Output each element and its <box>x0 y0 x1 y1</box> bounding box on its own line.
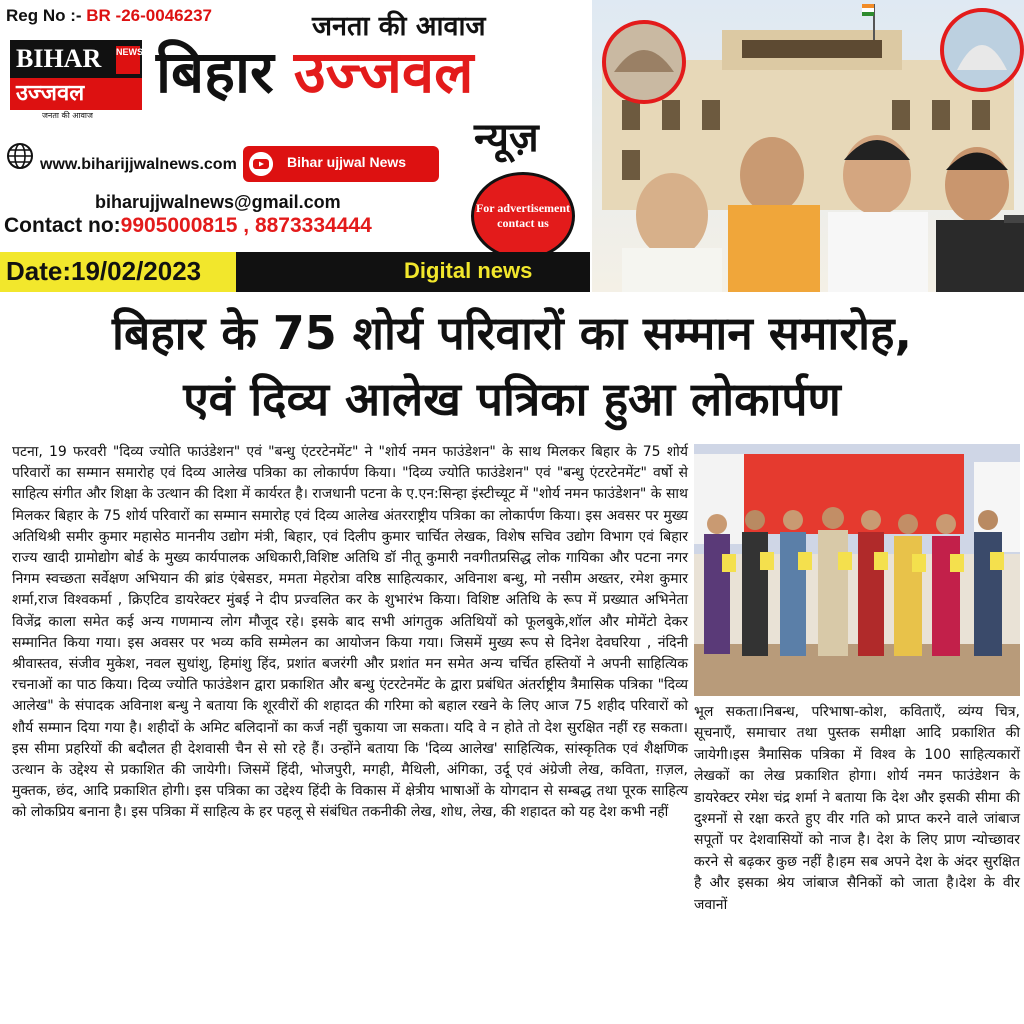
event-photo <box>694 444 1020 696</box>
tagline: जनता की आवाज <box>312 11 486 42</box>
masthead <box>0 0 1024 292</box>
article-headline <box>0 300 1024 432</box>
publication-title: बिहार उज्जवल <box>156 38 474 106</box>
brand-logo: BIHAR NEWS उज्जवल जनता की आवाज <box>10 40 142 118</box>
email-address[interactable]: biharujjwalnews@gmail.com <box>95 192 341 212</box>
headline-line-2: एवं दिव्य आलेख पत्रिका हुआ लोकार्पण <box>183 372 841 426</box>
youtube-icon <box>249 152 273 176</box>
publication-title-news: न्यूज़ <box>474 115 539 161</box>
contact-numbers: Contact no:9905000815 , 8873334444 <box>4 214 372 237</box>
digital-news-label: Digital news <box>404 258 533 283</box>
issue-date: Date:19/02/2023 <box>6 256 202 286</box>
youtube-channel-badge[interactable] <box>243 146 439 182</box>
website-link[interactable]: www.biharijjwalnews.com <box>40 156 237 173</box>
globe-icon <box>6 142 34 170</box>
header-photo-politicians <box>592 0 1024 292</box>
headline-line-1: बिहार के 75 शोर्य परिवारों का सम्मान समारोह, <box>112 306 912 360</box>
youtube-channel-label: Bihar ujjwal News <box>287 154 407 170</box>
registration-number: Reg No :- BR -26-0046237 <box>6 6 212 25</box>
advertisement-badge: For advertisement contact us <box>471 172 575 260</box>
article-body-right: भूल सकता।निबन्ध, परिभाषा-कोश, कविताएँ, व्यंग्य चित्र, सूचनाएँ, समाचार तथा पुस्तक समीक्षा आदि प्रकाशित की जायेगी।इस त्रैमासिक पत्रिका में विश्व के 100 साहित्यकारों लेखकों का लेख प्रकाशित होगा। शोर्य नमन फाउंडेशन के डायरेक्टर रमेश चंद्र शर्मा ने बताया कि देश और इसकी सीमा की दुश्मनों से रक्षा करते हुए वीर गति को प्राप्त करने वाले जांबाज सपूतों पर देशवासियों को नाज है। देश के लिए प्राण न्योच्छावर करने से बढ़कर कुछ नहीं है।हम सब अपने देश के अंदर सुरक्षित है और इसका श्रेय जांबाज सैनिकों को जाता है।देश के वीर जवानों <box>694 704 1020 913</box>
article-body-left: पटना, 19 फरवरी "दिव्य ज्योति फाउंडेशन" एवं "बन्धु एंटरटेनमेंट" ने "शोर्य नमन फाउंडेशन" के साथ मिलकर बिहार के 75 शोर्य परिवारों का सम्मान समारोह एवं दिव्य आलेख पत्रिका का लोकार्पण किया। "दिव्य ज्योति फाउंडेशन" एवं "बन्धु एंटरटेनमेंट" वर्षो से साहित्य संगीत और शिक्षा के उत्थान की दिशा में कार्यरत है। राजधानी पटना के ए.एन:सिन्हा इंस्टीच्यूट में "शोर्य नमन फाउंडेशन" के साथ मिलकर बिहार के 75 शोर्य परिवारों का सम्मान समारोह एवं दिव्य आलेख अंतरराष्ट्रीय पत्रिका का लोकार्पण किया। इस अवसर पर मुख्य अतिथिश्री समीर कुमार महासेठ माननीय उद्योग मंत्री, बिहार, एवं दिलीप कुमार चार्चित लेखक, विशेष सचिव उद्योग विभाग एवं बिहार राज्य खादी ग्रामोद्योग बोर्ड के मुख्य कार्यपालक अधिकारी,विशिष्ट अतिथि डॉ नीतू कुमारी नवगीतप्रसिद्ध लोक गायिका और पटना नगर निगम स्वच्छता सर्वेक्षण अभियान की ब्रांड एंबेसडर, ममता मेहरोत्रा वरिष्ठ साहित्यकार, अविनाश बन्धु, मो नसीम अख्तर, रमेश कुमार शर्मा,राज विश्वकर्मा , क्रिएटिव डायरेक्टर मुंबई ने दीप प्रज्वलित कर के शुभारंभ किया। विशिष्ट अतिथि के रूप में प्रख्यात अभिनेता विजेंद्र काला समेत कई अन्य गणमान्य लोग मौजूद रहे। इसके बाद सभी आंगतुक अतिथियों को फूलबुके,शॉल और मोमेंटो देकर सम्मानित किया गया। इस अवसर पर भव्य कवि सम्मेलन का आयोजन किया गया। जिसमें मुख्य रूप से दिनेश देवघरिया , नंदिनी श्रीवास्तव, संजीव मुकेश, नवल सुधांशु, हिमांशु हिंद, प्रशांत बजरंगी और प्रशांत मन समेत अन्य चर्चित हस्तियों ने अपनी साहित्यिक रचनाओं का पाठ किया। दिव्य ज्योति फाउंडेशन द्वारा प्रकाशित और बन्धु एंटरटेनमेंट के द्वारा प्रबंधित अंतर्राष्ट्रीय त्रैमासिक पत्रिका "दिव्य आलेख" के संपादक अविनाश बन्धु ने बताया कि शूरवीरों की शहादत की गरिमा को बहाल रखने के लिए आज 75 शहीद परिवारों को शौर्य सम्मान दिया गया है। शहीदों के अमिट बलिदानों का कर्ज नहीं चुकाया जा सकता। यदि वे न होते तो देश सुरक्षित नहीं रह सकता। इस सीमा प्रहरियों की बदौलत ही देशवासी चैन से सो रहे हैं। उन्होंने बताया कि 'दिव्य आलेख' साहित्यिक, सांस्कृतिक एवं शैक्षणिक उत्थान के उद्देश्य से प्रकाशित की जायेगी। जिसमें हिंदी, भोजपुरी, मगही, मैथिली, अंगिका, उर्दू एवं अंग्रेजी लेख, कविता, ग़ज़ल, मुक्तक, छंद, आदि प्रकाशित होगी। इस पत्रिका का उद्देश्य हिंदी के विकास में क्षेत्रीय भाषाओं के योगदान से सम्बद्ध तथा पूरक साहित्य को लोकप्रिय बनाना है। इस पत्रिका में साहित्य के हर पहलू से संबंधित तकनीकी लेख, शोध, लेख, की शहादत को यह देश कभी नहीं <box>12 444 688 821</box>
